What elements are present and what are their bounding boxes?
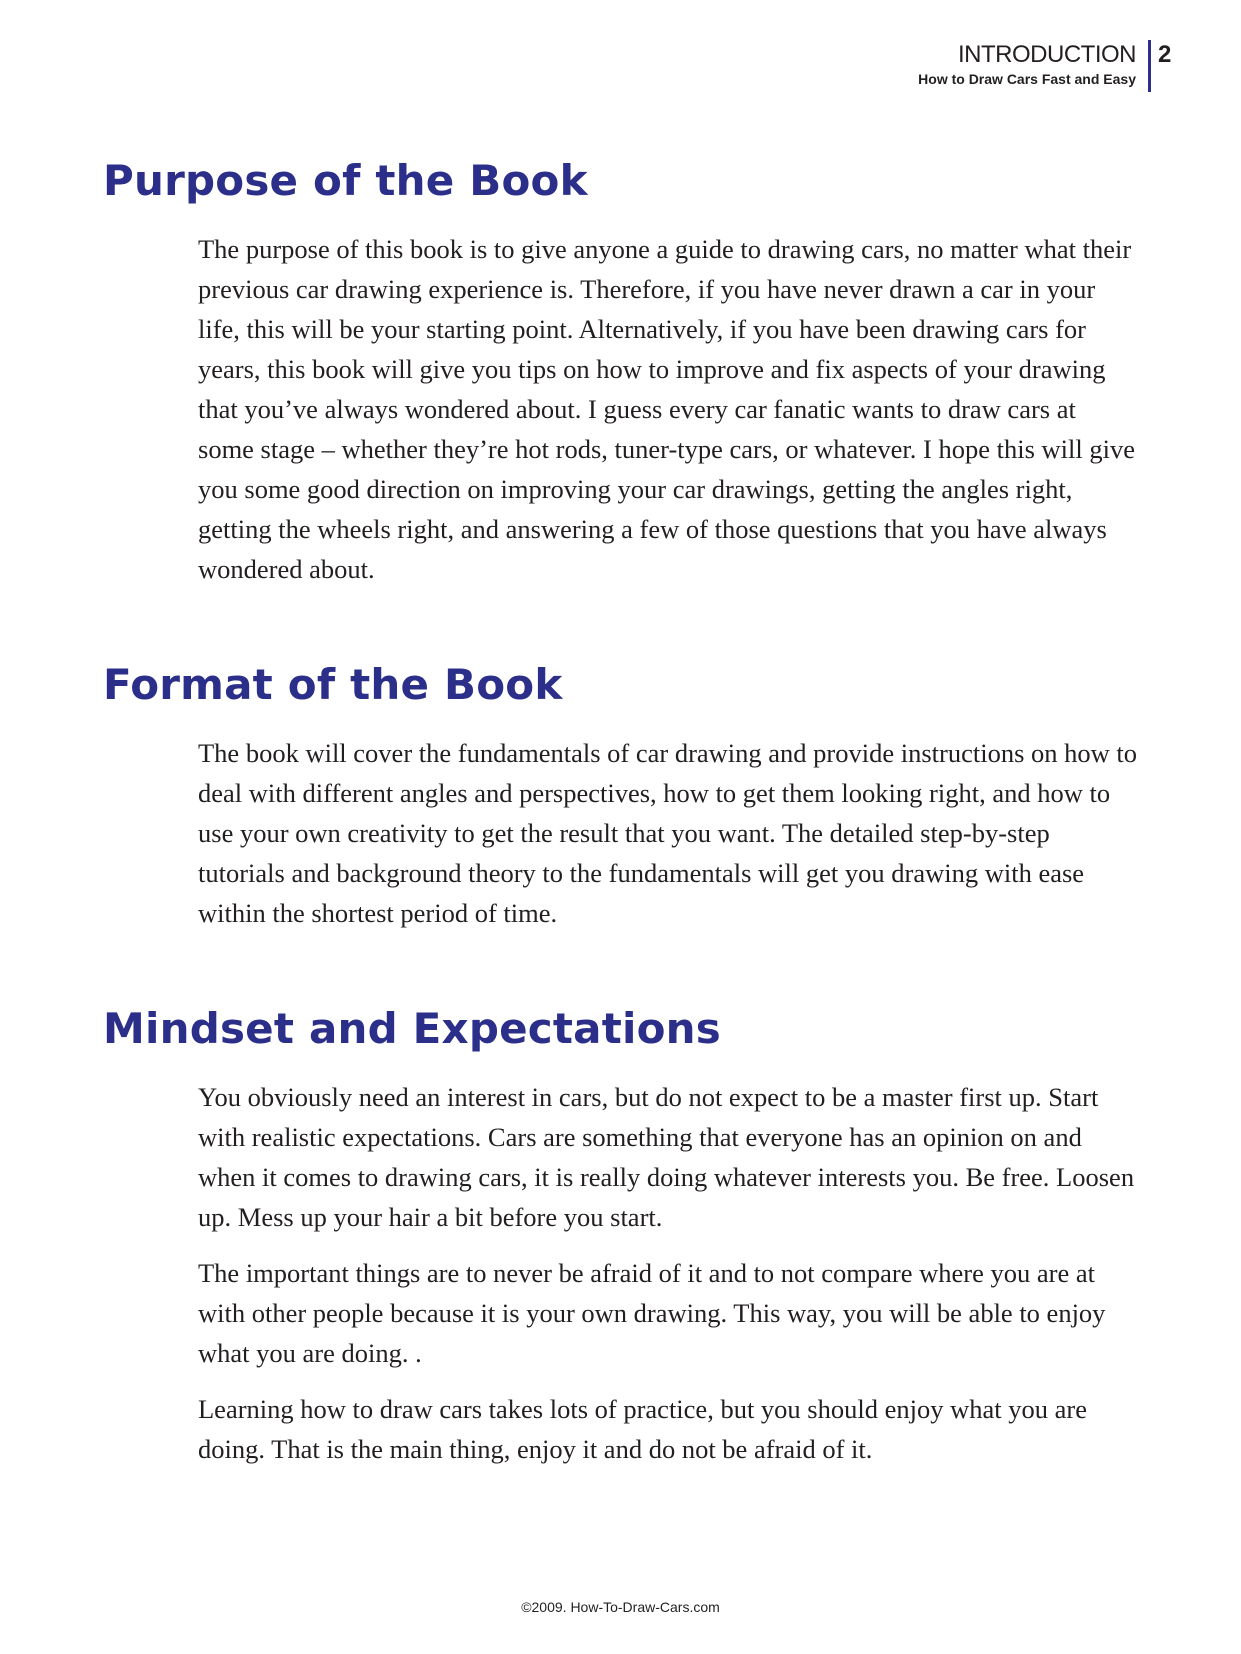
- section-heading: Mindset and Expectations: [103, 1004, 721, 1053]
- header-book-title: How to Draw Cars Fast and Easy: [918, 71, 1136, 87]
- section-heading: Purpose of the Book: [103, 156, 588, 205]
- footer-copyright: ©2009. How-To-Draw-Cars.com: [521, 1599, 720, 1615]
- paragraph: The purpose of this book is to give anyone a guide to drawing cars, no matter what their previous car drawing experience is. Therefore, if you have never drawn a car in your life, this will be your starting point. Alternatively, if you have been drawing cars for years, this book will give you tips on how to improve and fix aspects of your drawing that you’ve always wondered about. I guess every car fanatic wants to draw cars at some stage – whether they’re hot rods, tuner-type cars, or whatever. I hope this will give you some good direction on improving your car drawings, getting the angles right, getting the wheels right, and answering a few of those questions that you have always wondered about.: [198, 234, 1135, 584]
- section-heading: Format of the Book: [103, 660, 563, 709]
- paragraph: The important things are to never be afraid of it and to not compare where you are at with other people because it is your own drawing. This way, you will be able to enjoy what you are doing. .: [198, 1258, 1106, 1368]
- section-format: [103, 659, 1143, 933]
- header-section-label: INTRODUCTION: [958, 41, 1136, 68]
- paragraph: The book will cover the fundamentals of car drawing and provide instructions on how to deal with different angles and perspectives, how to get them looking right, and how to use your own creativity to get the result that you want. The detailed step-by-step tutorials and background theory to the fundamentals will get you drawing with ease within the shortest period of time.: [198, 738, 1138, 928]
- paragraph: Learning how to draw cars takes lots of practice, but you should enjoy what you are doing. That is the main thing, enjoy it and do not be afraid of it.: [198, 1394, 1087, 1464]
- running-header: [918, 40, 1151, 92]
- section-mindset: [103, 1003, 1143, 1469]
- page-number: 2: [1158, 41, 1172, 68]
- section-purpose: [103, 155, 1143, 589]
- paragraph: You obviously need an interest in cars, but do not expect to be a master first up. Start with realistic expectations. Cars are something that everyone has an opinion on and when it comes to drawing cars, it is really doing whatever interests you. Be free. Loosen up. Mess up your hair a bit before you start.: [198, 1082, 1135, 1232]
- page-content: [103, 155, 1143, 1485]
